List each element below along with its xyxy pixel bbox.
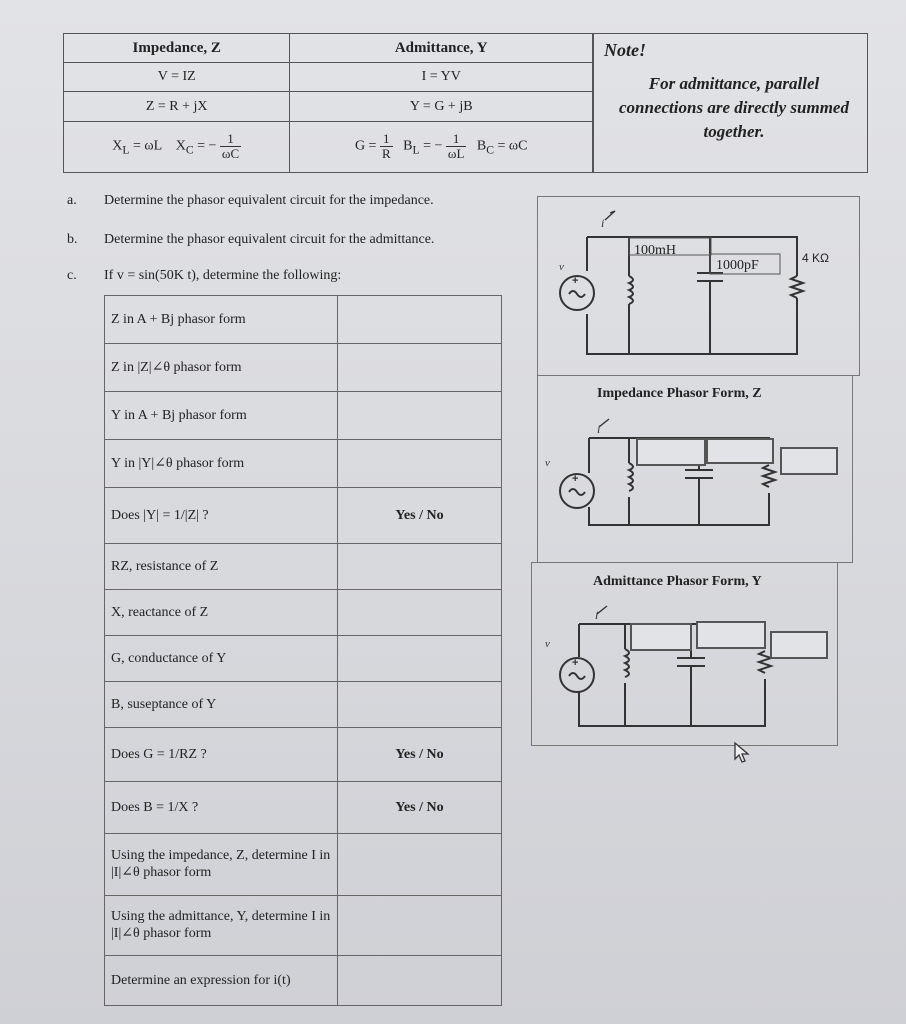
svg-text:+: +: [572, 657, 579, 669]
susceptance-formulas: [290, 121, 593, 172]
answer-label: B, suseptance of Y: [105, 682, 338, 728]
impedance-formula: Z = R + jX: [64, 92, 290, 121]
answer-cell[interactable]: [338, 834, 502, 896]
admittance-header: Admittance, Y: [290, 34, 593, 63]
current-label: i: [597, 422, 601, 436]
answer-label: Z in A + Bj phasor form: [105, 296, 338, 344]
resistor-label: 4 KΩ: [802, 251, 829, 265]
answer-cell[interactable]: [338, 590, 502, 636]
admittance-circuit-diagram: [531, 562, 838, 746]
answer-label: Determine an expression for i(t): [105, 956, 338, 1006]
question-b-text: Determine the phasor equivalent circuit for the admittance.: [104, 232, 435, 247]
admittance-title: Admittance Phasor Form, Y: [593, 574, 762, 589]
answer-cell[interactable]: [338, 682, 502, 728]
yes-no-choice[interactable]: Yes / No: [338, 488, 502, 544]
voltage-label: v: [559, 261, 564, 273]
note-body: For admittance, parallel connections are directly summed together.: [619, 74, 849, 141]
note-box: [593, 33, 868, 173]
answer-label: X, reactance of Z: [105, 590, 338, 636]
xl-equation: = ωL: [133, 139, 162, 155]
answer-label: Y in |Y|∠θ phasor form: [105, 440, 338, 488]
xl-subscript: L: [122, 143, 130, 157]
xc-subscript: C: [185, 143, 194, 157]
ohms-law-y: I = YV: [290, 63, 593, 92]
svg-text:+: +: [572, 275, 579, 287]
admittance-formula: Y = G + jB: [290, 92, 593, 121]
answer-label: Does |Y| = 1/|Z| ?: [105, 488, 338, 544]
inductor-impedance-box[interactable]: [637, 439, 705, 465]
xc-fraction: $\frac{1}{\omega C}$: [221, 131, 240, 162]
impedance-circuit-diagram: [537, 375, 853, 563]
reactance-formulas: [64, 121, 290, 172]
question-a-label: a.: [67, 193, 77, 208]
bl-equation: = −: [423, 139, 443, 155]
answer-cell[interactable]: [338, 896, 502, 956]
answer-cell[interactable]: [338, 636, 502, 682]
answer-cell[interactable]: [338, 392, 502, 440]
answer-table: [104, 295, 502, 1006]
circuit-diagram: [537, 196, 860, 376]
capacitor-label: 1000pF: [716, 258, 759, 273]
formula-table: [63, 33, 593, 173]
answer-label: Z in |Z|∠θ phasor form: [105, 344, 338, 392]
answer-label: Using the admittance, Y, determine I in |I|∠θ phasor form: [105, 896, 338, 956]
answer-label: RZ, resistance of Z: [105, 544, 338, 590]
current-label: i: [595, 608, 599, 622]
answer-label: Does G = 1/RZ ?: [105, 728, 338, 782]
bc-symbol: B: [476, 139, 487, 155]
bl-fraction: $\frac{1}{\omega L}$: [447, 131, 465, 162]
voltage-label: v: [545, 638, 550, 650]
answer-cell[interactable]: [338, 544, 502, 590]
inductor-label: 100mH: [634, 243, 676, 258]
resistor-impedance-box[interactable]: [781, 448, 837, 474]
answer-cell[interactable]: [338, 344, 502, 392]
capacitor-impedance-box[interactable]: [707, 439, 773, 463]
mouse-pointer-icon: [733, 741, 753, 765]
bl-symbol: B: [403, 139, 413, 155]
current-label: i: [601, 216, 605, 230]
answer-label: Using the impedance, Z, determine I in |I|∠θ phasor form: [105, 834, 338, 896]
answer-cell[interactable]: [338, 296, 502, 344]
inductor-admittance-box[interactable]: [631, 624, 691, 650]
xl-symbol: X: [112, 139, 123, 155]
question-b-label: b.: [67, 232, 78, 247]
answer-cell[interactable]: [338, 440, 502, 488]
ohms-law-z: V = IZ: [64, 63, 290, 92]
answer-label: Does B = 1/X ?: [105, 782, 338, 834]
impedance-header: Impedance, Z: [64, 34, 290, 63]
bc-subscript: C: [486, 143, 495, 157]
yes-no-choice[interactable]: Yes / No: [338, 728, 502, 782]
answer-label: Y in A + Bj phasor form: [105, 392, 338, 440]
yes-no-choice[interactable]: Yes / No: [338, 782, 502, 834]
g-fraction: $\frac{1}{R}$: [381, 131, 391, 162]
bl-subscript: L: [412, 143, 420, 157]
impedance-title: Impedance Phasor Form, Z: [597, 386, 762, 401]
note-title: Note!: [604, 40, 646, 60]
capacitor-admittance-box[interactable]: [697, 622, 765, 648]
g-equation: G =: [354, 139, 377, 155]
question-a-text: Determine the phasor equivalent circuit for the impedance.: [104, 193, 434, 208]
svg-text:+: +: [572, 473, 579, 485]
answer-cell[interactable]: [338, 956, 502, 1006]
answer-label: G, conductance of Y: [105, 636, 338, 682]
question-c-label: c.: [67, 268, 77, 283]
xc-equation: = −: [197, 139, 217, 155]
bc-equation: = ωC: [497, 139, 528, 155]
question-c-text: If v = sin(50K t), determine the following:: [104, 268, 342, 283]
xc-symbol: X: [175, 139, 186, 155]
resistor-admittance-box[interactable]: [771, 632, 827, 658]
voltage-label: v: [545, 457, 550, 469]
